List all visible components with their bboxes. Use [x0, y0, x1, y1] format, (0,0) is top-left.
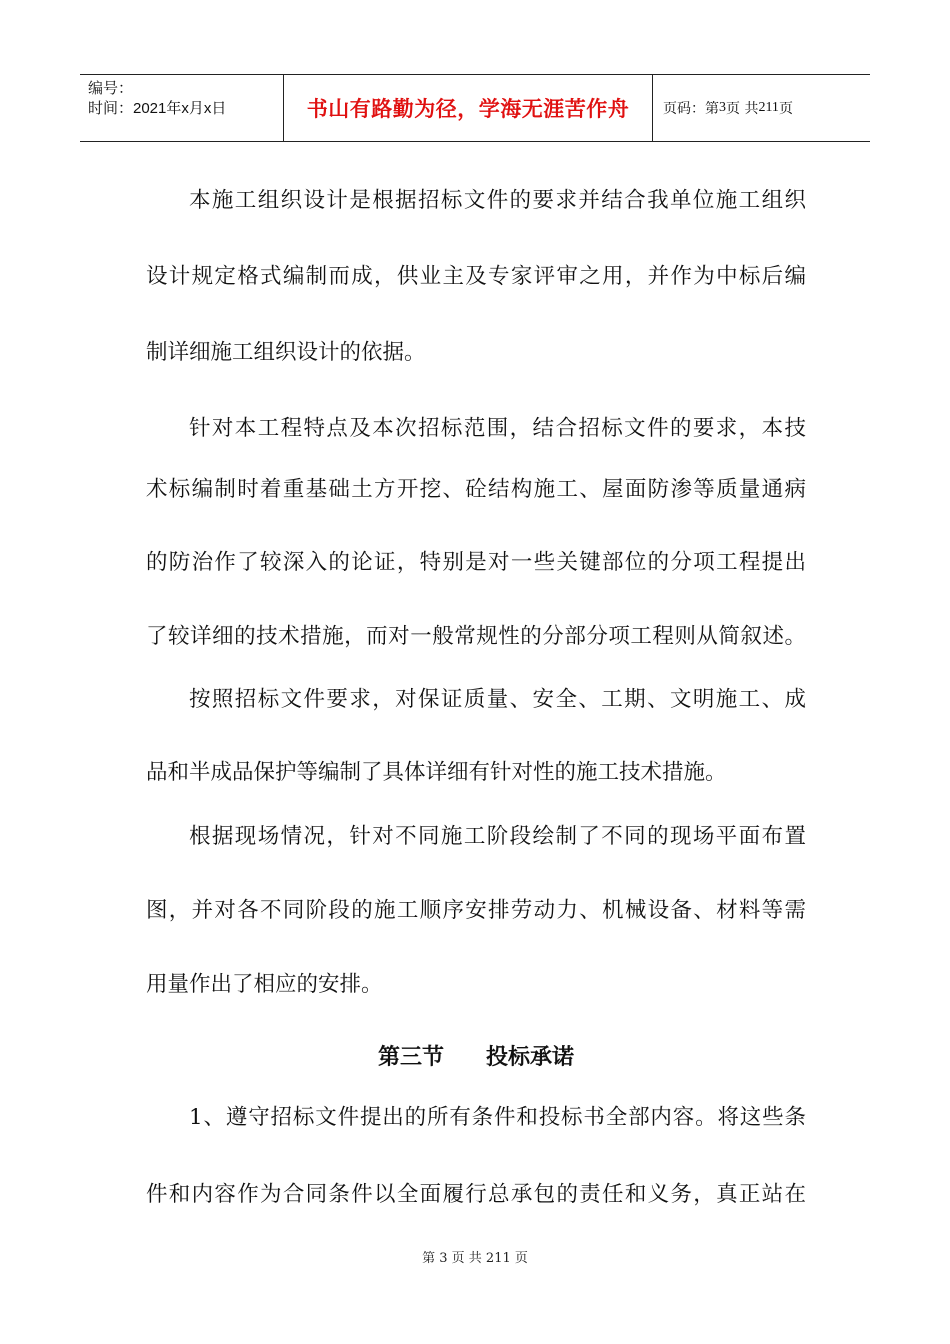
section-number: 第三节 — [377, 1045, 444, 1070]
body-line: 图，并对各不同阶段的施工顺序安排劳动力、机械设备、材料等需 — [146, 898, 806, 923]
body-line: 件和内容作为合同条件以全面履行总承包的责任和义务，真正站在 — [146, 1182, 806, 1207]
body-line: 了较详细的技术措施，而对一般常规性的分部分项工程则从简叙述。 — [146, 624, 806, 649]
body-line: 用量作出了相应的安排。 — [146, 972, 383, 997]
body-line: 1、遵守招标文件提出的所有条件和投标书全部内容。将这些条 — [189, 1105, 806, 1130]
page-header — [80, 74, 870, 142]
time-text: 时间：2021年x月x日 — [88, 100, 227, 117]
page-current: 3 — [719, 100, 726, 115]
body-line: 术标编制时着重基础土方开挖、砼结构施工、屋面防渗等质量通病 — [146, 477, 806, 502]
body-line: 针对本工程特点及本次招标范围，结合招标文件的要求，本技 — [189, 416, 806, 441]
page-footer: 第 3 页 共 211 页 — [422, 1251, 528, 1266]
page-total: 211 — [758, 100, 779, 115]
section-heading — [146, 1043, 806, 1073]
header-motto — [283, 75, 653, 141]
page-mid: 页 共 — [726, 101, 759, 117]
page-prefix: 页码：第 — [663, 101, 719, 117]
code-label: 编号： — [88, 80, 134, 97]
body-line: 制详细施工组织设计的依据。 — [146, 340, 426, 365]
body-line: 根据现场情况，针对不同施工阶段绘制了不同的现场平面布置 — [189, 824, 806, 849]
body-line: 按照招标文件要求，对保证质量、安全、工期、文明施工、成 — [189, 687, 806, 712]
body-line: 品和半成品保护等编制了具体详细有针对性的施工技术措施。 — [146, 760, 727, 785]
page-suffix: 页 — [778, 101, 793, 117]
body-line: 本施工组织设计是根据招标文件的要求并结合我单位施工组织 — [189, 188, 806, 213]
header-page-info — [653, 75, 870, 141]
header-meta — [80, 75, 283, 141]
body-line: 的防治作了较深入的论证，特别是对一些关键部位的分项工程提出 — [146, 550, 806, 575]
section-title: 投标承诺 — [486, 1045, 575, 1070]
body-line: 设计规定格式编制而成，供业主及专家评审之用，并作为中标后编 — [146, 264, 806, 289]
motto-text: 书山有路勤为径，学海无涯苦作舟 — [306, 97, 630, 121]
